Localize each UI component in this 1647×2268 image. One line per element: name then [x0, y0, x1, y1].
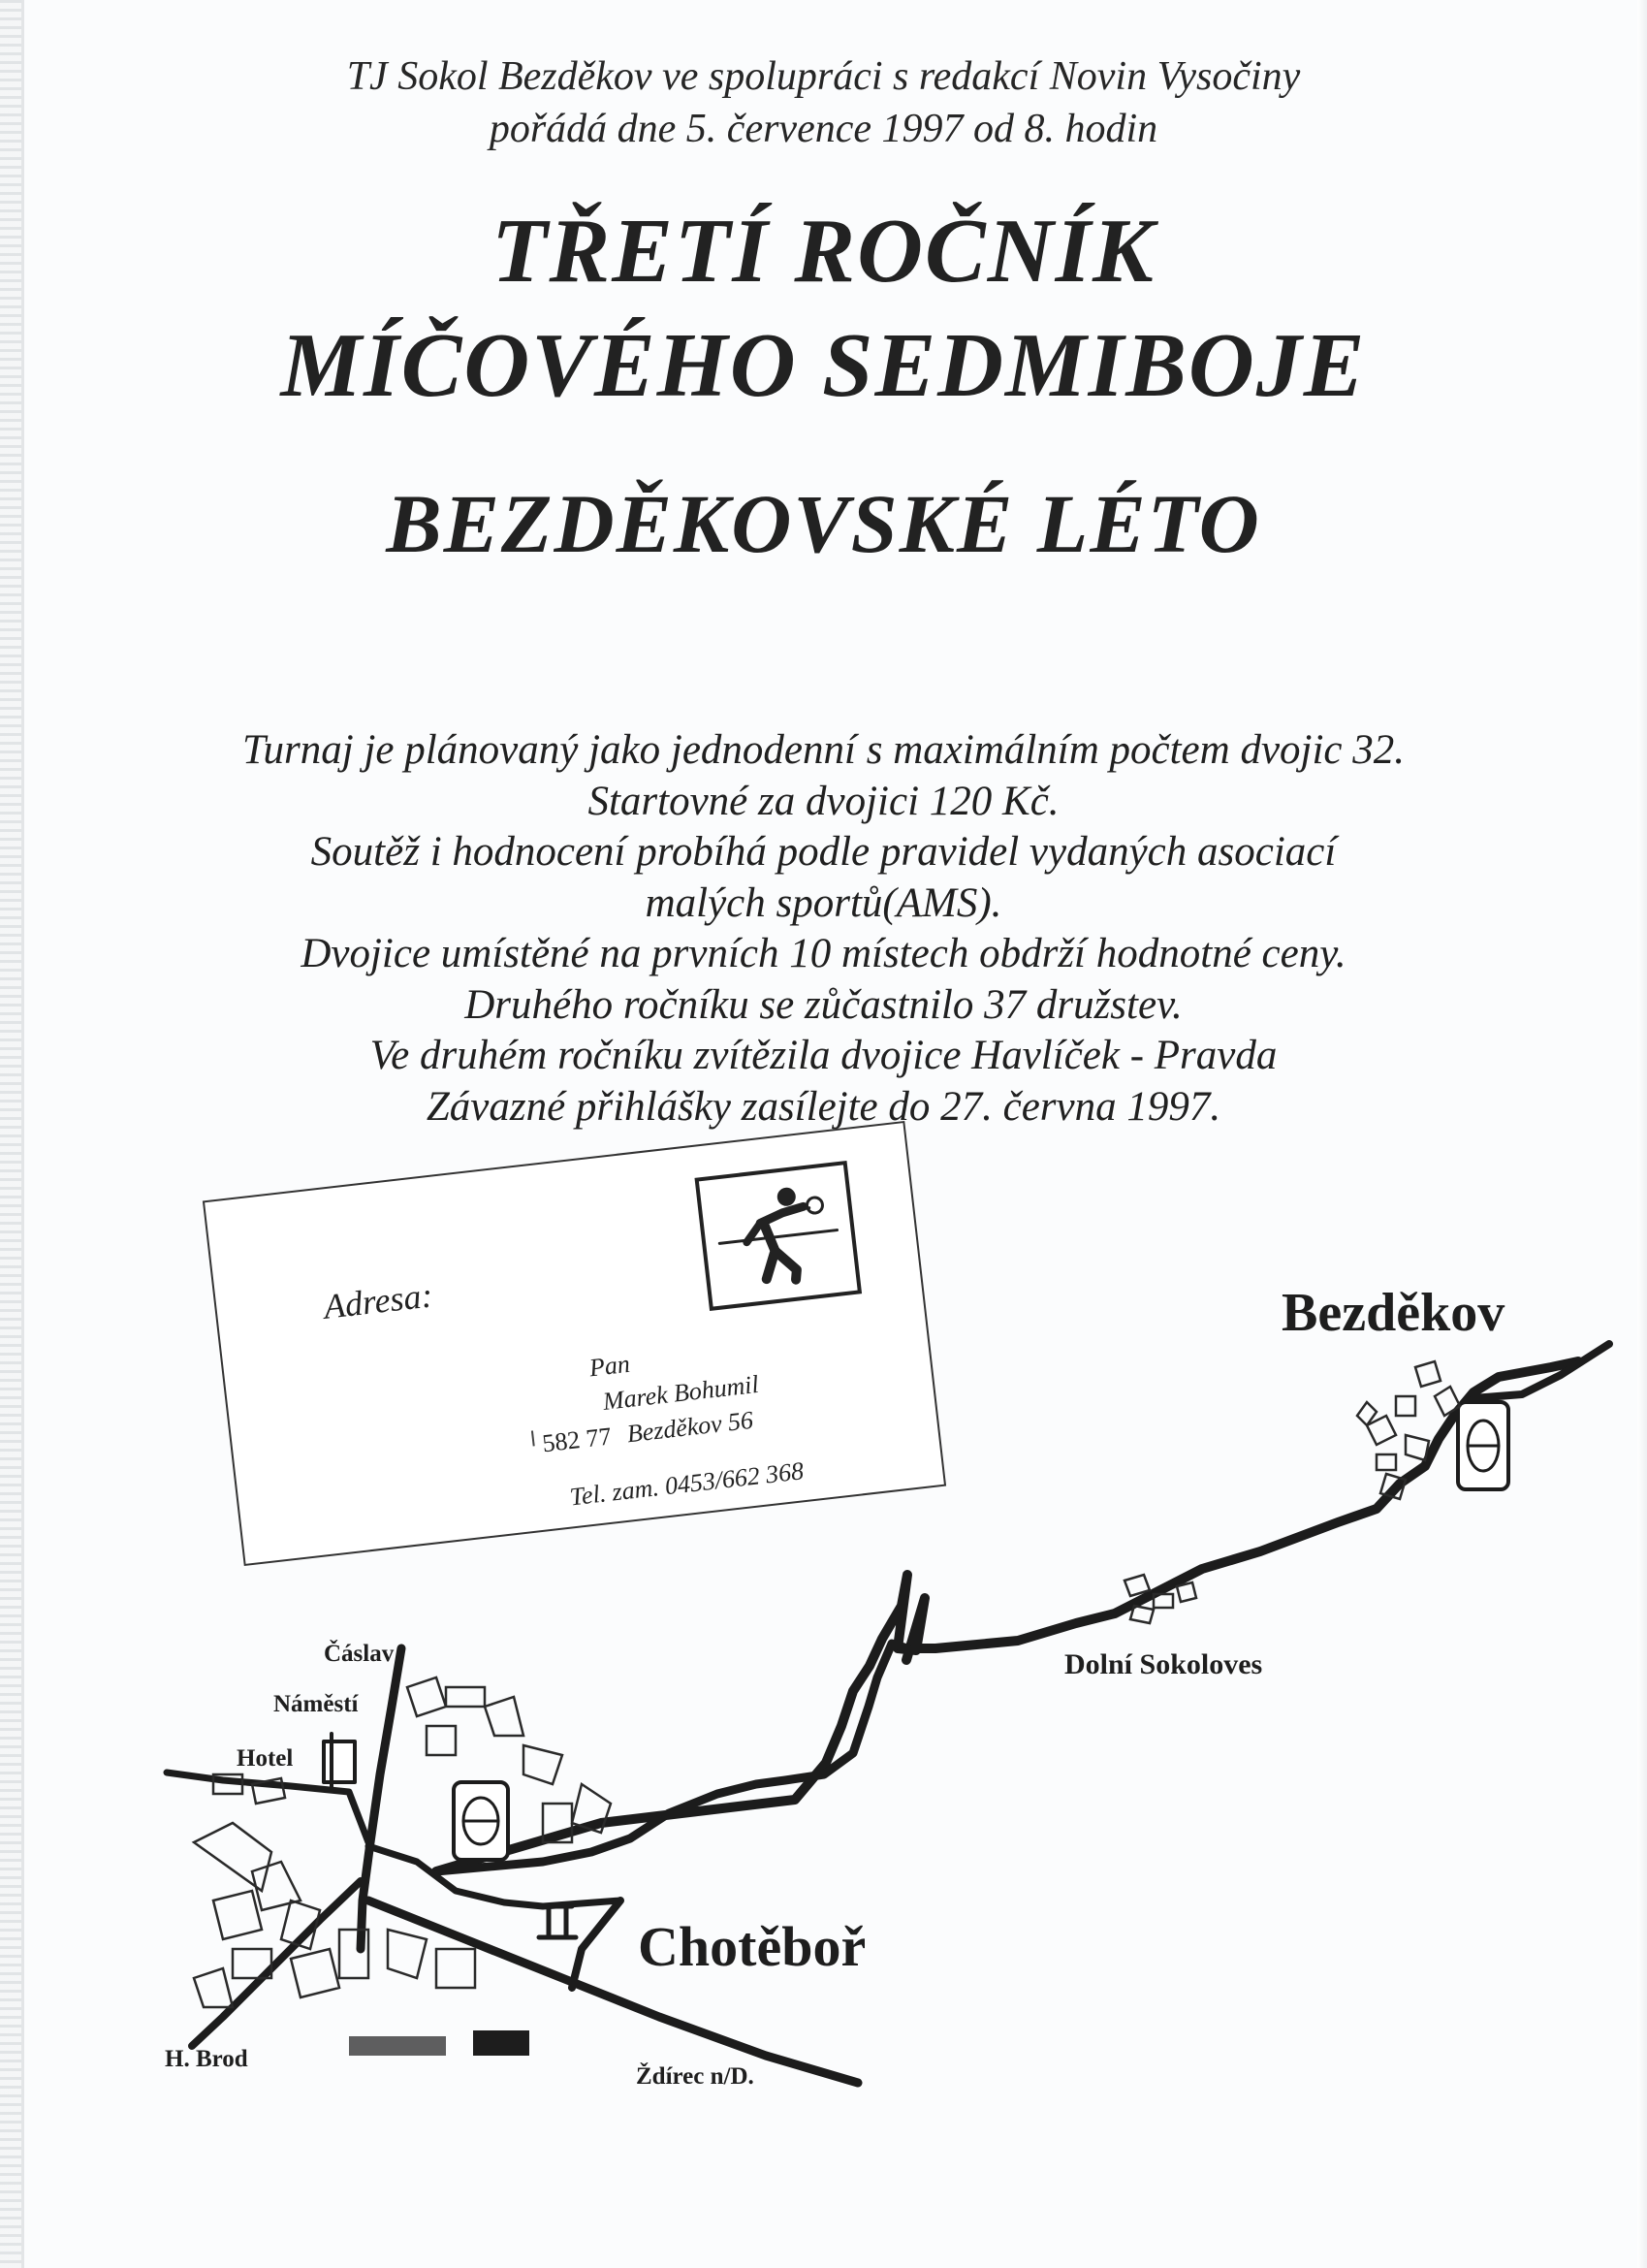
header-date: pořádá dne 5. července 1997 od 8. hodin [489, 107, 1158, 151]
scan-mark [531, 1430, 535, 1446]
place-dolni-sokoloves: Dolní Sokoloves [1064, 1648, 1263, 1680]
address-name: Marek Bohumil [601, 1369, 761, 1416]
place-hotel: Hotel [237, 1745, 294, 1772]
info-line: Soutěž i hodnocení probíhá podle pravidel vydaných asociací [310, 829, 1337, 875]
title-line-2: MÍČOVÉHO SEDMIBOJE [280, 315, 1367, 416]
address-phone: Tel. zam. 0453/662 368 [568, 1456, 806, 1512]
info-line: Startovné za dvojici 120 Kč. [587, 778, 1060, 824]
table-tennis-player-icon [699, 1165, 858, 1306]
info-line: Dvojice umístěné na prvních 10 místech obdrží hodnotné ceny. [301, 931, 1346, 976]
address-street: Bezděkov 56 [625, 1405, 755, 1449]
place-zdirec: Ždírec n/D. [636, 2063, 754, 2090]
address-postcode: 582 77 [540, 1421, 614, 1458]
subtitle: BEZDĚKOVSKÉ LÉTO [386, 477, 1261, 570]
city-blocks-fill [349, 2036, 446, 2056]
factory-block [473, 2030, 529, 2056]
info-line: malých sportů(AMS). [645, 879, 1002, 926]
place-caslav: Čáslav [324, 1641, 395, 1667]
info-line: Druhého ročníku se zůčastnilo 37 družstev. [464, 981, 1183, 1028]
title-line-1: TŘETÍ ROČNÍK [491, 201, 1156, 302]
info-line: Turnaj je plánovaný jako jednodenní s maximálním počtem dvojic 32. [241, 727, 1406, 773]
station-symbol [539, 1906, 576, 1937]
place-h-brod: H. Brod [165, 2046, 248, 2072]
place-namesti: Náměstí [273, 1691, 359, 1717]
place-bezdekov: Bezděkov [1282, 1283, 1505, 1343]
info-line: Závazné přihlášky zasílejte do 27. června 1997. [426, 1083, 1221, 1130]
address-salutation: Pan [587, 1349, 632, 1383]
road-south-link [572, 1901, 620, 1988]
info-line: Ve druhém ročníku zvítězila dvojice Havlíček - Pravda [369, 1033, 1278, 1078]
hotel-symbol [324, 1734, 355, 1790]
chotebor-town-blocks [194, 1677, 611, 2007]
header-organizer: TJ Sokol Bezděkov ve spolupráci s redakcí Novin Vysočiny [346, 54, 1301, 99]
address-label: Adresa: [321, 1275, 435, 1326]
table-tennis-player-icon [694, 1161, 862, 1311]
place-chotebor: Chotěboř [638, 1915, 867, 1978]
